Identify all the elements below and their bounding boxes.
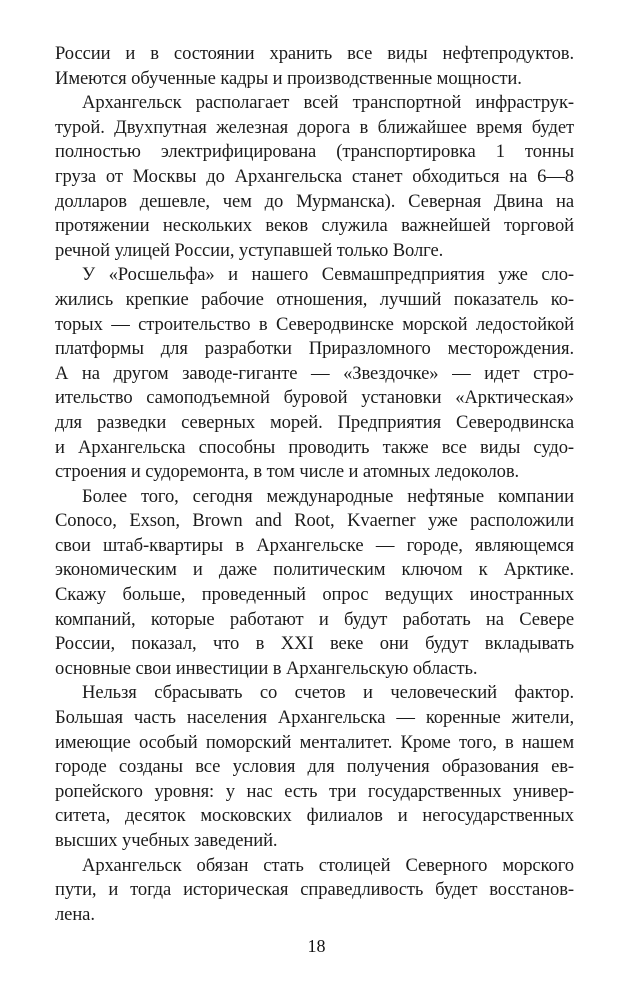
text-line: Нельзя сбрасывать со счетов и человеческий фактор. xyxy=(82,682,574,704)
text-line: Большая часть населения Архангельска — коренные жители, xyxy=(55,707,574,729)
text-line: ропейского уровня: у нас есть три государственных универ- xyxy=(55,780,574,802)
page-text xyxy=(55,42,574,927)
text-line: и Архангельска способны проводить также все виды судо- xyxy=(55,436,574,458)
page-number: 18 xyxy=(307,936,326,956)
text-line: России и в состоянии хранить все виды нефтепродуктов. xyxy=(55,43,574,64)
text-line: турой. Двухпутная железная дорога в ближайшее время будет xyxy=(55,116,574,138)
text-line: речной улицей России, уступавшей только Волге. xyxy=(55,239,444,261)
text-line: компаний, которые работают и будут работать на Севере xyxy=(55,608,574,630)
text-line: свои штаб-квартиры в Архангельске — городе, являющемся xyxy=(55,534,574,556)
text-line: лена. xyxy=(55,903,95,925)
text-line: Архангельск обязан стать столицей Северного морского xyxy=(82,854,574,876)
text-line: пути, и тогда историческая справедливость будет восстанов- xyxy=(55,879,574,901)
text-line: экономическим и даже политическим ключом к Арктике. xyxy=(55,559,574,581)
text-line: долларов дешевле, чем до Мурманска). Северная Двина на xyxy=(55,190,574,212)
text-line: У «Росшельфа» и нашего Севмашпредприятия уже сло- xyxy=(82,264,574,286)
text-line: России, показал, что в XXI веке они будут вкладывать xyxy=(55,633,574,655)
text-line: полностью электрифицирована (транспортировка 1 тонны xyxy=(55,141,574,163)
text-line: ительство самоподъемной буровой установки «Арктическая» xyxy=(55,387,574,409)
text-line: основные свои инвестиции в Архангельскую область. xyxy=(55,657,478,679)
text-line: груза от Москвы до Архангельска станет обходиться на 6—8 xyxy=(55,165,574,187)
text-line: Архангельск располагает всей транспортной инфраструк- xyxy=(82,92,574,114)
text-line: городе созданы все условия для получения образования ев- xyxy=(55,756,574,778)
text-line: высших учебных заведений. xyxy=(55,830,278,851)
text-line: торых — строительство в Северодвинске морской ледостойкой xyxy=(55,313,574,335)
text-line: строения и судоремонта, в том числе и атомных ледоколов. xyxy=(55,461,520,483)
text-line: ситета, десяток московских филиалов и негосударственных xyxy=(55,805,574,827)
text-line: А на другом заводе-гиганте — «Звездочке» — идет стро- xyxy=(55,362,574,384)
text-line: имеющие особый поморский менталитет. Кроме того, в нашем xyxy=(55,731,574,753)
text-line: Имеются обученные кадры и производственные мощности. xyxy=(55,67,522,89)
text-line: жились крепкие рабочие отношения, лучший показатель ко- xyxy=(55,288,574,310)
text-line: Скажу больше, проведенный опрос ведущих иностранных xyxy=(55,584,574,606)
text-line: для разведки северных морей. Предприятия Северодвинска xyxy=(55,411,574,433)
text-line: Более того, сегодня международные нефтяные компании xyxy=(82,485,574,507)
text-line: платформы для разработки Приразломного месторождения. xyxy=(55,338,574,360)
text-line: Conoco, Exson, Brown and Root, Kvaerner уже расположили xyxy=(55,510,574,532)
text-line: протяжении нескольких веков служила важнейшей торговой xyxy=(55,215,574,237)
